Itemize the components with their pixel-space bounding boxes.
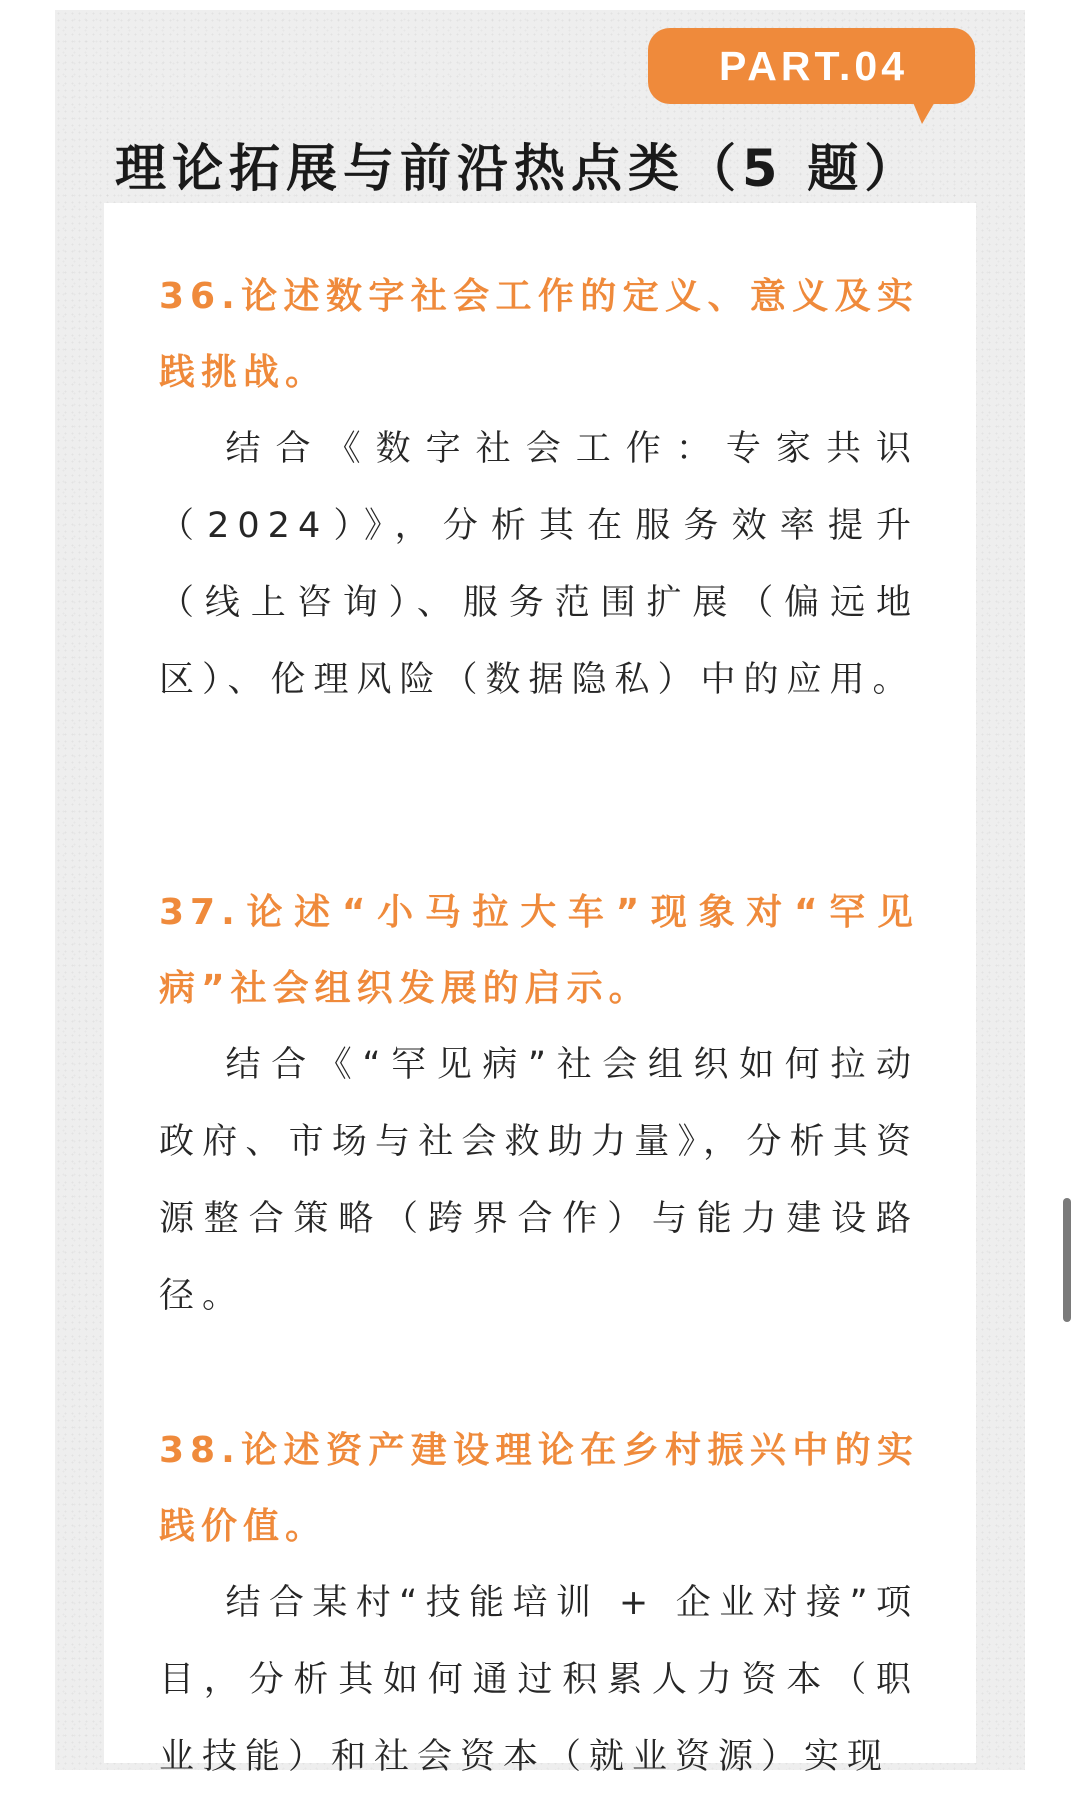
question-36 — [159, 259, 919, 719]
question-body: 结合某村“技能培训 + 企业对接”项目，分析其如何通过积累人力资本（职业技能）和社会资本（就业资源）实现 — [159, 1583, 919, 1777]
question-body: 结合《数字社会工作：专家共识（2024）》，分析其在服务效率提升（线上咨询）、服务范围扩展（偏远地区）、伦理风险（数据隐私）中的应用。 — [159, 429, 919, 700]
questions-card — [104, 203, 976, 1777]
question-body: 结合《“罕见病”社会组织如何拉动政府、市场与社会救助力量》，分析其资源整合策略（跨界合作）与能力建设路径。 — [159, 1045, 919, 1316]
question-title: 36.论述数字社会工作的定义、意义及实践挑战。 — [159, 276, 919, 393]
question-38 — [159, 1413, 919, 1796]
part-badge-tail — [912, 100, 936, 124]
scrollbar-thumb[interactable] — [1063, 1198, 1071, 1322]
part-badge: PART.04 — [648, 28, 975, 104]
question-37 — [159, 875, 919, 1335]
question-title: 38.论述资产建设理论在乡村振兴中的实践价值。 — [159, 1430, 919, 1547]
question-title: 37.论述“小马拉大车”现象对“罕见病”社会组织发展的启示。 — [159, 892, 919, 1009]
section-title: 理论拓展与前沿热点类（5 题） — [115, 140, 922, 199]
